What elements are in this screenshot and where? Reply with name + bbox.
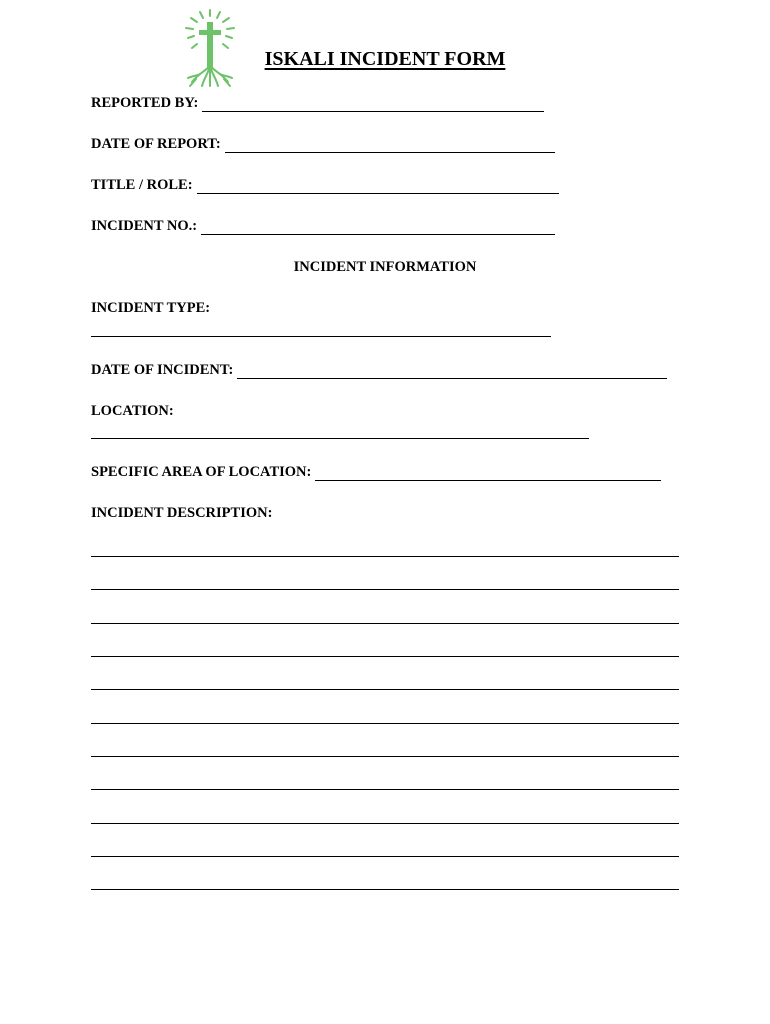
description-line-7[interactable] [91, 756, 679, 757]
location-field[interactable] [91, 438, 589, 439]
description-line-1[interactable] [91, 556, 679, 557]
location-label: LOCATION: [91, 403, 174, 419]
incident-description-row [91, 505, 272, 522]
incident-type-label: INCIDENT TYPE: [91, 300, 211, 316]
description-line-3[interactable] [91, 623, 679, 624]
description-line-6[interactable] [91, 723, 679, 724]
incident-no-field[interactable] [201, 220, 555, 235]
date-of-report-label: DATE OF REPORT: [91, 136, 221, 152]
date-of-incident-row [91, 362, 667, 379]
specific-area-row [91, 464, 661, 481]
description-line-10[interactable] [91, 856, 679, 857]
incident-no-label: INCIDENT NO.: [91, 218, 198, 234]
description-line-5[interactable] [91, 689, 679, 690]
description-line-4[interactable] [91, 656, 679, 657]
date-of-incident-label: DATE OF INCIDENT: [91, 362, 234, 378]
incident-type-field[interactable] [91, 336, 551, 337]
title-role-label: TITLE / ROLE: [91, 177, 193, 193]
specific-area-field[interactable] [315, 466, 661, 481]
reported-by-label: REPORTED BY: [91, 95, 199, 111]
description-line-2[interactable] [91, 589, 679, 590]
incident-no-row [91, 218, 555, 235]
reported-by-row [91, 95, 544, 112]
date-of-report-field[interactable] [225, 138, 555, 153]
description-line-8[interactable] [91, 789, 679, 790]
title-role-field[interactable] [197, 179, 559, 194]
date-of-report-row [91, 136, 555, 153]
specific-area-label: SPECIFIC AREA OF LOCATION: [91, 464, 312, 480]
date-of-incident-field[interactable] [237, 364, 667, 379]
incident-information-heading: INCIDENT INFORMATION [293, 259, 477, 275]
description-line-9[interactable] [91, 823, 679, 824]
reported-by-field[interactable] [202, 97, 544, 112]
form-title: ISKALI INCIDENT FORM [264, 48, 506, 70]
title-role-row [91, 177, 559, 194]
location-row [91, 403, 174, 420]
description-line-11[interactable] [91, 889, 679, 890]
incident-description-label: INCIDENT DESCRIPTION: [91, 505, 273, 521]
incident-type-row [91, 300, 210, 317]
